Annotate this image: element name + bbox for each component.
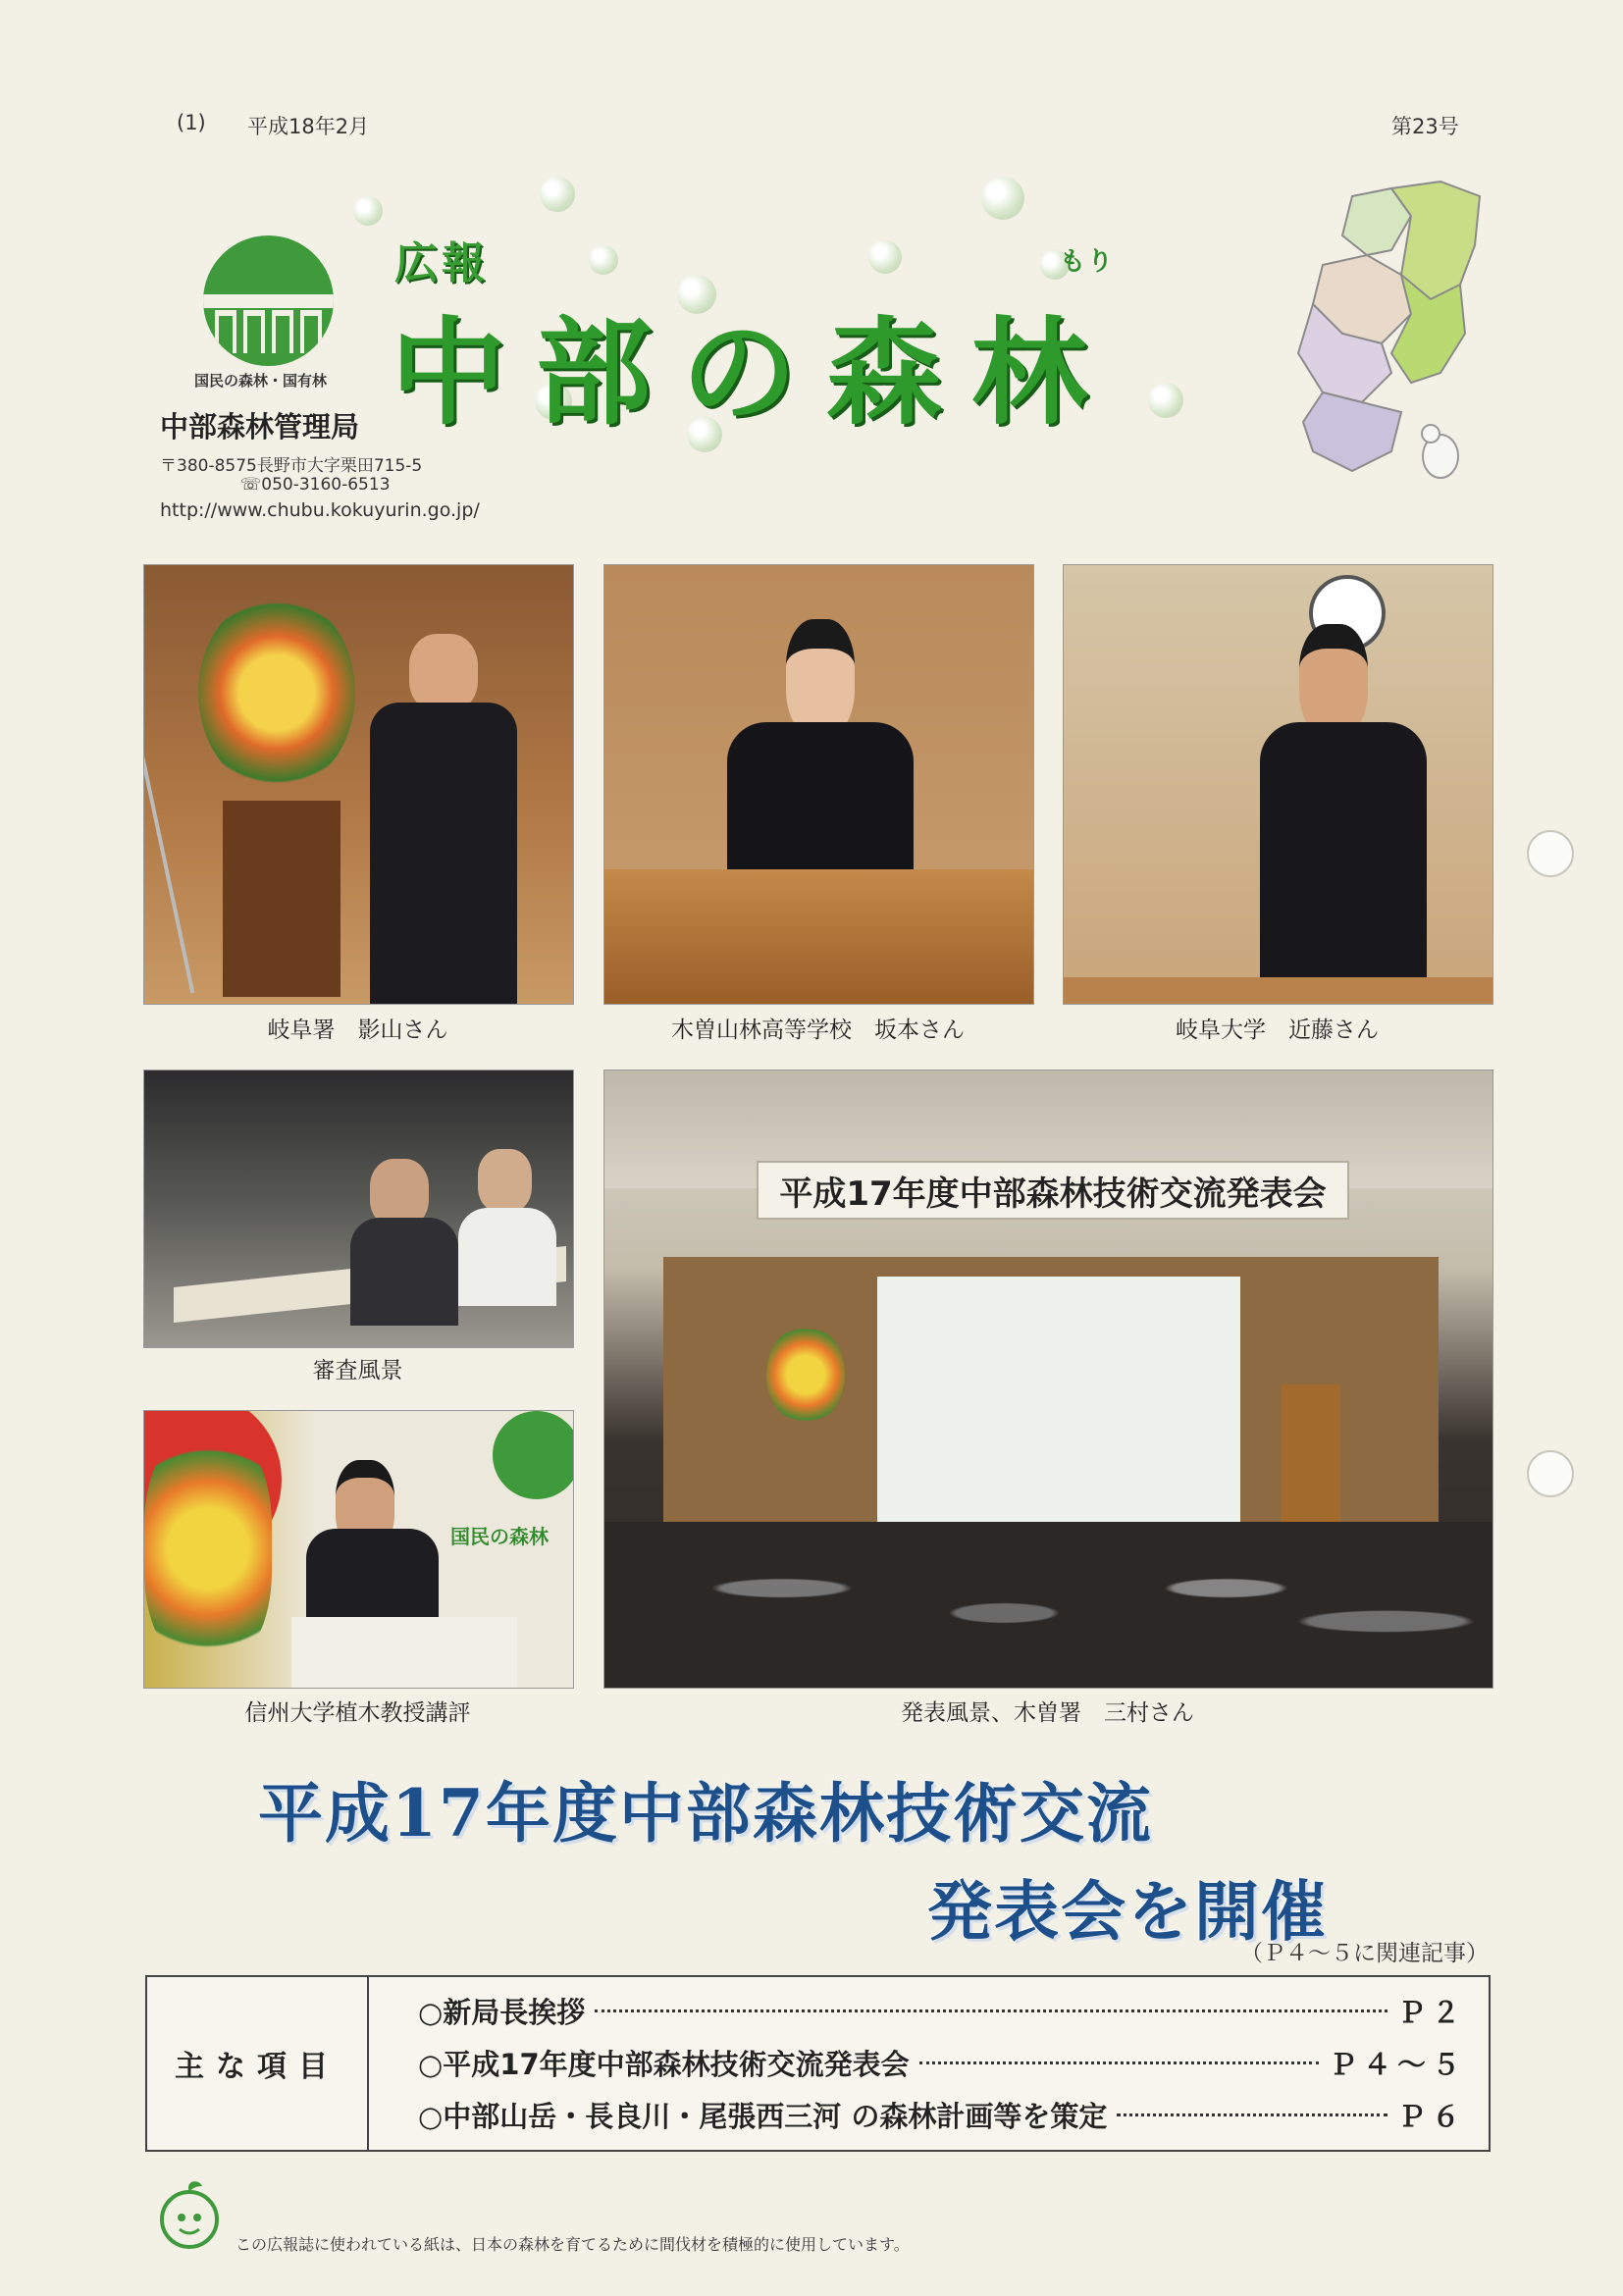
photo-presentation-hall: [603, 1070, 1493, 1689]
website-url[interactable]: http://www.chubu.kokuyurin.go.jp/: [160, 499, 480, 521]
headline-line2: 発表会を開催: [927, 1873, 1328, 1950]
issue-number: 第23号: [1391, 115, 1459, 138]
thinning-wood-mark-icon: [155, 2178, 224, 2257]
chubu-map-illustration: [1283, 177, 1490, 500]
masthead-title: 中部の森林: [391, 305, 1118, 441]
kokuyurin-logo: [203, 235, 334, 366]
address: 〒380-8575長野市大字栗田715-5: [160, 456, 423, 476]
photo-kageyama: [143, 564, 574, 1005]
punch-hole: [1527, 1450, 1574, 1497]
decor-bubble: [589, 245, 618, 275]
photo-kondo: [1063, 564, 1493, 1005]
paper-note: この広報誌に使われている紙は、日本の森林を育てるために間伐材を積極的に使用しています。: [236, 2235, 910, 2254]
related-articles-note: （Ｐ４～５に関連記事）: [1240, 1941, 1489, 1966]
photo-caption: 岐阜署 影山さん: [267, 1018, 448, 1043]
hall-banner: 平成17年度中部森林技術交流発表会: [757, 1161, 1349, 1220]
headline-line1: 平成17年度中部森林技術交流: [258, 1775, 1153, 1852]
toc-item[interactable]: ○中部山岳・長良川・尾張西三河 の森林計画等を策定 Ｐ６: [418, 2099, 1466, 2133]
issue-date: 平成18年2月: [247, 115, 370, 138]
toc-item[interactable]: ○新局長挨拶 Ｐ２: [418, 1995, 1466, 2029]
photo-caption: 発表風景、木曽署 三村さん: [901, 1700, 1194, 1726]
decor-bubble: [353, 196, 383, 226]
decor-bubble: [540, 177, 575, 212]
punch-hole: [1527, 830, 1574, 877]
photo-judges: [143, 1070, 574, 1348]
decor-bubble: [981, 177, 1024, 220]
logo-caption: 国民の森林・国有林: [194, 372, 328, 390]
masthead-ruby: もり: [1060, 247, 1116, 277]
photo-caption: 木曽山林高等学校 坂本さん: [671, 1018, 965, 1043]
org-name: 中部森林管理局: [160, 410, 360, 444]
koho-label: 広報: [394, 238, 489, 288]
contents-heading: 主な項目: [147, 1977, 369, 2150]
decor-bubble: [868, 240, 902, 274]
decor-bubble: [1148, 383, 1183, 418]
phone: ☏050-3160-6513: [240, 475, 391, 495]
page-number: (1): [177, 111, 206, 134]
photo-sakamoto: [603, 564, 1034, 1005]
photo-ueki-lecture: [143, 1410, 574, 1689]
photo-caption: 岐阜大学 近藤さん: [1176, 1018, 1379, 1043]
photo-caption: 信州大学植木教授講評: [244, 1700, 471, 1726]
backdrop-text: 国民の森林: [450, 1525, 549, 1548]
toc-item[interactable]: ○平成17年度中部森林技術交流発表会 Ｐ４～５: [418, 2047, 1466, 2081]
photo-caption: 審査風景: [312, 1358, 403, 1383]
contents-box: [145, 1975, 1491, 2152]
